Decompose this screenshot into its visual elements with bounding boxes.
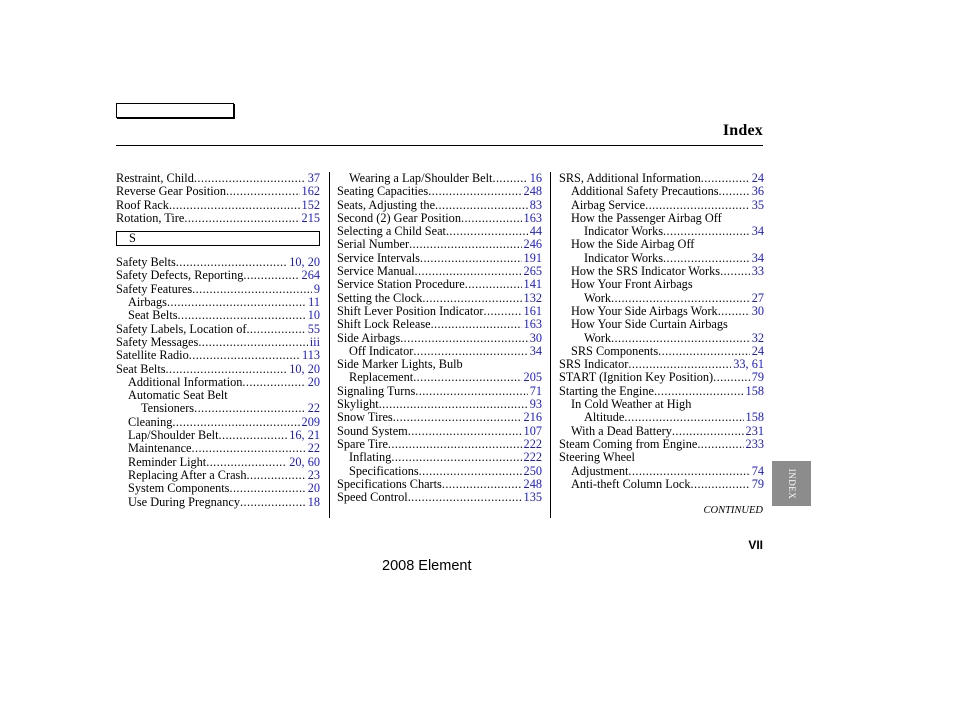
dot-leader <box>400 332 528 345</box>
page-reference-link[interactable]: 161 <box>523 303 542 318</box>
index-entry[interactable] <box>337 172 542 185</box>
index-entry[interactable] <box>116 185 320 198</box>
index-entry-text: Shift Lever Position Indicator <box>337 303 484 318</box>
index-entry[interactable] <box>337 292 542 305</box>
index-entry-text: Inflating <box>349 450 392 465</box>
index-entry[interactable] <box>116 336 320 349</box>
index-entry-text: Lap/Shoulder Belt <box>128 428 219 443</box>
index-entry-text: Steering Wheel <box>559 450 635 465</box>
index-entry <box>116 389 320 402</box>
index-entry[interactable] <box>337 185 542 198</box>
index-entry[interactable] <box>116 456 320 469</box>
index-entry[interactable] <box>337 265 542 278</box>
dot-leader <box>194 172 306 185</box>
index-entry-text: Seat Belts <box>128 308 178 323</box>
index-entry-text: Service Manual <box>337 264 415 279</box>
page-number: VII <box>748 538 763 552</box>
index-entry[interactable] <box>116 212 320 225</box>
index-entry-text: Off Indicator <box>349 343 414 358</box>
page-reference-link[interactable]: 33, 61 <box>733 357 764 372</box>
index-entry-text: Specifications Charts <box>337 476 442 491</box>
index-entry-text: Tensioners <box>141 401 195 416</box>
page-reference-link[interactable]: 246 <box>523 237 542 252</box>
page-reference-link[interactable]: 34 <box>751 224 764 239</box>
index-entry-text: Seats, Adjusting the <box>337 197 436 212</box>
page-reference-link[interactable]: 24 <box>751 343 764 358</box>
index-entry[interactable] <box>559 478 764 491</box>
index-entry-text: Additional Information <box>128 374 243 389</box>
index-entry[interactable] <box>559 332 764 345</box>
dot-leader <box>413 345 527 358</box>
page-title: Index <box>722 122 763 139</box>
index-entry-text: Serial Number <box>337 237 410 252</box>
page-reference-link[interactable]: 18 <box>307 494 320 509</box>
index-entry-text: Service Station Procedure <box>337 277 465 292</box>
index-list <box>337 172 542 504</box>
index-entry[interactable] <box>116 349 320 362</box>
dot-leader <box>172 416 299 429</box>
page-reference-link[interactable]: 79 <box>751 370 764 385</box>
page-reference-link[interactable]: 23 <box>307 467 320 482</box>
index-column-2 <box>337 172 542 504</box>
index-entry[interactable] <box>116 172 320 185</box>
index-entry <box>559 318 764 331</box>
page-reference-link[interactable]: 44 <box>529 224 542 239</box>
index-entry-text: How the SRS Indicator Works <box>571 264 721 279</box>
index-entry[interactable] <box>337 438 542 451</box>
index-entry[interactable] <box>116 416 320 429</box>
index-entry-text: SRS Indicator <box>559 357 629 372</box>
index-entry-text: Safety Belts <box>116 255 176 270</box>
index-entry-text: How Your Side Airbags Work <box>571 303 718 318</box>
page-reference-link[interactable]: 71 <box>529 383 542 398</box>
dot-leader <box>442 478 522 491</box>
page-reference-link[interactable]: 209 <box>301 414 320 429</box>
index-entry-text: Safety Defects, Reporting <box>116 268 244 283</box>
index-entry[interactable] <box>559 371 764 384</box>
index-entry[interactable] <box>337 451 542 464</box>
page-reference-link[interactable]: 20 <box>307 374 320 389</box>
index-entry-text: Automatic Seat Belt <box>128 388 228 403</box>
index-entry[interactable] <box>559 225 764 238</box>
index-entry <box>559 278 764 291</box>
page-reference-link[interactable]: iii <box>309 334 320 349</box>
index-entry <box>559 451 764 464</box>
index-entry[interactable] <box>116 309 320 322</box>
index-entry-text: Shift Lock Release <box>337 317 431 332</box>
page-reference-link[interactable]: 10, 20 <box>289 255 320 270</box>
index-entry-text: Indicator Works <box>584 250 664 265</box>
page-reference-link[interactable]: 191 <box>523 250 542 265</box>
dot-leader <box>189 349 300 362</box>
dot-leader <box>672 425 744 438</box>
section-letter-box: S <box>116 231 320 246</box>
index-entry-text: Speed Control <box>337 490 408 505</box>
page-reference-link[interactable]: 163 <box>523 210 542 225</box>
page-reference-link[interactable]: 250 <box>523 463 542 478</box>
index-entry-text: Replacing After a Crash <box>128 467 247 482</box>
index-entry-text: Seating Capacities <box>337 184 429 199</box>
page-reference-link[interactable]: 24 <box>751 171 764 185</box>
index-entry-text: With a Dead Battery <box>571 423 672 438</box>
page-reference-link[interactable]: 222 <box>523 436 542 451</box>
page-reference-link[interactable]: 35 <box>751 197 764 212</box>
index-entry-text: Roof Rack <box>116 197 169 212</box>
index-entry[interactable] <box>337 385 542 398</box>
page-reference-link[interactable]: 107 <box>523 423 542 438</box>
index-entry-text: Steam Coming from Engine <box>559 436 698 451</box>
dot-leader <box>492 172 527 185</box>
dot-leader <box>654 385 744 398</box>
page-reference-link[interactable]: 36 <box>751 184 764 199</box>
dot-leader <box>611 332 750 345</box>
dot-leader <box>192 283 312 296</box>
index-entry <box>559 238 764 251</box>
dot-leader <box>461 212 522 225</box>
index-entry-text: SRS Components <box>571 343 659 358</box>
header-box <box>116 103 234 118</box>
index-entry-text: Signaling Turns <box>337 383 416 398</box>
index-entry-text: How the Side Airbag Off <box>571 237 695 252</box>
page-reference-link[interactable]: 162 <box>301 184 320 199</box>
dot-leader <box>194 402 306 415</box>
index-entry[interactable] <box>116 363 320 376</box>
index-entry <box>559 212 764 225</box>
index-entry[interactable] <box>559 172 764 185</box>
index-entry-text: System Components <box>128 481 230 496</box>
index-column-3 <box>559 172 764 491</box>
dot-leader <box>391 451 521 464</box>
dot-leader <box>624 411 743 424</box>
index-entry[interactable] <box>559 411 764 424</box>
dot-leader <box>419 465 522 478</box>
dot-leader <box>691 478 750 491</box>
page-reference-link[interactable]: 10 <box>307 308 320 323</box>
dot-leader <box>240 496 306 509</box>
index-entry[interactable] <box>559 425 764 438</box>
index-entry-text: Selecting a Child Seat <box>337 224 446 239</box>
page-reference-link[interactable]: 215 <box>301 210 320 225</box>
index-side-tab[interactable] <box>772 461 811 506</box>
index-entry[interactable] <box>116 199 320 212</box>
index-entry[interactable] <box>337 478 542 491</box>
index-entry-text: Work <box>584 290 612 305</box>
page-reference-link[interactable]: 34 <box>529 343 542 358</box>
index-entry[interactable] <box>559 345 764 358</box>
page-reference-link[interactable]: 216 <box>523 410 542 425</box>
dot-leader <box>246 323 305 336</box>
index-entry-text: How Your Side Curtain Airbags <box>571 317 728 332</box>
dot-leader <box>379 398 528 411</box>
dot-leader <box>628 358 731 371</box>
page-reference-link[interactable]: 231 <box>745 423 764 438</box>
index-entry-text: Satellite Radio <box>116 348 189 363</box>
dot-leader <box>697 438 743 451</box>
index-entry[interactable] <box>116 469 320 482</box>
index-entry-text: SRS, Additional Information <box>559 171 701 185</box>
dot-leader <box>663 225 750 238</box>
index-entry-text: Specifications <box>349 463 419 478</box>
index-entry-text: Airbag Service <box>571 197 646 212</box>
dot-leader <box>413 371 521 384</box>
index-entry-text: Safety Features <box>116 281 193 296</box>
index-entry[interactable] <box>116 376 320 389</box>
index-entry-text: In Cold Weather at High <box>571 397 692 412</box>
index-entry[interactable] <box>337 318 542 331</box>
dot-leader <box>628 465 749 478</box>
dot-leader <box>243 269 299 282</box>
page-reference-link[interactable]: 22 <box>307 401 320 416</box>
index-entry-text: Spare Tire <box>337 436 388 451</box>
page-reference-link[interactable]: 55 <box>307 321 320 336</box>
dot-leader <box>226 185 300 198</box>
index-entry <box>337 358 542 371</box>
index-entry-text: Use During Pregnancy <box>128 494 241 509</box>
index-entry-text: Starting the Engine <box>559 383 654 398</box>
index-entry[interactable] <box>116 283 320 296</box>
index-entry[interactable] <box>559 358 764 371</box>
index-entry-text: Skylight <box>337 397 379 412</box>
dot-leader <box>420 252 522 265</box>
index-entry[interactable] <box>337 332 542 345</box>
page-reference-link[interactable]: 264 <box>301 268 320 283</box>
index-entry[interactable] <box>116 429 320 442</box>
index-entry[interactable] <box>559 252 764 265</box>
dot-leader <box>431 318 522 331</box>
index-entry[interactable] <box>559 385 764 398</box>
index-entry-text: Reminder Light <box>128 454 207 469</box>
dot-leader <box>178 309 306 322</box>
page-reference-link[interactable]: 27 <box>751 290 764 305</box>
dot-leader <box>465 278 522 291</box>
dot-leader <box>720 265 750 278</box>
index-entry-text: Safety Labels, Location of <box>116 321 247 336</box>
footer-title: 2008 Element <box>382 558 472 574</box>
dot-leader <box>408 425 522 438</box>
index-entry-text: Maintenance <box>128 441 192 456</box>
page-reference-link[interactable]: 233 <box>745 436 764 451</box>
index-entry[interactable] <box>337 305 542 318</box>
index-entry[interactable] <box>337 225 542 238</box>
dot-leader <box>198 336 307 349</box>
index-entry[interactable] <box>337 212 542 225</box>
index-entry-text: START (Ignition Key Position) <box>559 370 714 385</box>
dot-leader <box>446 225 528 238</box>
dot-leader <box>645 199 750 212</box>
index-list <box>559 172 764 491</box>
index-entry-text: Adjustment <box>571 463 629 478</box>
index-entry-text: Side Marker Lights, Bulb <box>337 357 463 372</box>
index-entry[interactable] <box>337 278 542 291</box>
index-entry[interactable] <box>337 199 542 212</box>
dot-leader <box>393 411 522 424</box>
page-reference-link[interactable]: 265 <box>523 264 542 279</box>
index-entry-text: Work <box>584 330 612 345</box>
header-rule <box>116 145 763 146</box>
dot-leader <box>184 212 299 225</box>
page-reference-link[interactable]: 248 <box>523 184 542 199</box>
dot-leader <box>658 345 750 358</box>
dot-leader <box>167 296 306 309</box>
column-divider <box>550 172 551 518</box>
page-reference-link[interactable]: 93 <box>529 397 542 412</box>
index-entry-text: Service Intervals <box>337 250 420 265</box>
dot-leader <box>388 438 522 451</box>
page-reference-link[interactable]: 22 <box>307 441 320 456</box>
page-reference-link[interactable]: 30 <box>529 330 542 345</box>
dot-leader <box>435 199 528 212</box>
dot-leader <box>422 292 521 305</box>
dot-leader <box>428 185 521 198</box>
index-entry[interactable] <box>337 398 542 411</box>
index-entry[interactable] <box>337 345 542 358</box>
index-entry[interactable] <box>559 305 764 318</box>
page-reference-link[interactable]: 158 <box>745 410 764 425</box>
dot-leader <box>718 305 750 318</box>
dot-leader <box>484 305 522 318</box>
index-list-s <box>116 256 320 509</box>
page-reference-link[interactable]: 9 <box>313 281 320 296</box>
dot-leader <box>719 185 750 198</box>
index-entry[interactable] <box>337 465 542 478</box>
dot-leader <box>611 292 750 305</box>
dot-leader <box>701 172 750 185</box>
page-reference-link[interactable]: 37 <box>307 171 320 185</box>
page-reference-link[interactable]: 20 <box>307 481 320 496</box>
page-reference-link[interactable]: 74 <box>751 463 764 478</box>
index-entry[interactable] <box>116 496 320 509</box>
index-entry[interactable] <box>337 238 542 251</box>
index-entry-text: Indicator Works <box>584 224 664 239</box>
dot-leader <box>242 376 305 389</box>
page-reference-link[interactable]: 83 <box>529 197 542 212</box>
dot-leader <box>247 469 306 482</box>
page-reference-link[interactable]: 113 <box>302 348 320 363</box>
page-reference-link[interactable]: 141 <box>523 277 542 292</box>
index-entry-text: Sound System <box>337 423 408 438</box>
index-entry[interactable] <box>337 491 542 504</box>
index-entry-text: Side Airbags <box>337 330 401 345</box>
index-column-1 <box>116 172 320 509</box>
index-entry[interactable] <box>116 402 320 415</box>
index-entry[interactable] <box>559 465 764 478</box>
index-entry[interactable] <box>559 185 764 198</box>
page-reference-link[interactable]: 158 <box>745 383 764 398</box>
page-reference-link[interactable]: 10, 20 <box>289 361 320 376</box>
index-entry-text: Rotation, Tire <box>116 210 185 225</box>
dot-leader <box>229 482 305 495</box>
dot-leader <box>415 385 527 398</box>
page-reference-link[interactable]: 16 <box>529 171 542 185</box>
side-tab-label: INDEX <box>786 468 797 499</box>
index-entry-text: Anti-theft Column Lock <box>571 476 691 491</box>
index-entry-text: Additional Safety Precautions <box>571 184 719 199</box>
index-entry[interactable] <box>116 269 320 282</box>
index-entry-text: Altitude <box>584 410 625 425</box>
index-entry-text: How Your Front Airbags <box>571 277 693 292</box>
index-entry-text: Airbags <box>128 295 167 310</box>
index-entry-text: Wearing a Lap/Shoulder Belt <box>349 171 493 185</box>
index-entry[interactable] <box>116 323 320 336</box>
index-entry-text: Reverse Gear Position <box>116 184 226 199</box>
page-reference-link[interactable]: 163 <box>523 317 542 332</box>
index-entry-text: How the Passenger Airbag Off <box>571 210 722 225</box>
index-entry[interactable] <box>337 371 542 384</box>
index-entry[interactable] <box>337 411 542 424</box>
index-entry[interactable] <box>116 482 320 495</box>
dot-leader <box>166 363 288 376</box>
index-entry[interactable] <box>337 252 542 265</box>
index-entry[interactable] <box>337 425 542 438</box>
dot-leader <box>713 371 750 384</box>
page-reference-link[interactable]: 205 <box>523 370 542 385</box>
page-reference-link[interactable]: 152 <box>301 197 320 212</box>
index-entry-text: Seat Belts <box>116 361 166 376</box>
dot-leader <box>206 456 287 469</box>
page-reference-link[interactable]: 33 <box>751 264 764 279</box>
dot-leader <box>169 199 300 212</box>
index-entry[interactable] <box>559 438 764 451</box>
index-entry[interactable] <box>559 265 764 278</box>
dot-leader <box>192 442 306 455</box>
page-reference-link[interactable]: 16, 21 <box>289 428 320 443</box>
index-entry <box>559 398 764 411</box>
page-reference-link[interactable]: 32 <box>751 330 764 345</box>
page-reference-link[interactable]: 79 <box>751 476 764 491</box>
page-reference-link[interactable]: 135 <box>523 490 542 505</box>
page-reference-link[interactable]: 222 <box>523 450 542 465</box>
continued-label: CONTINUED <box>703 505 763 516</box>
page-reference-link[interactable]: 34 <box>751 250 764 265</box>
page-reference-link[interactable]: 11 <box>308 295 320 310</box>
page-reference-link[interactable]: 20, 60 <box>289 454 320 469</box>
index-entry-text: Replacement <box>349 370 414 385</box>
index-entry-text: Restraint, Child <box>116 171 194 185</box>
index-entry-text: Snow Tires <box>337 410 393 425</box>
dot-leader <box>663 252 750 265</box>
dot-leader <box>176 256 287 269</box>
index-entry[interactable] <box>559 292 764 305</box>
index-entry-text: Safety Messages <box>116 334 199 349</box>
dot-leader <box>409 238 521 251</box>
index-entry-text: Setting the Clock <box>337 290 423 305</box>
page-reference-link[interactable]: 248 <box>523 476 542 491</box>
index-entry[interactable] <box>559 199 764 212</box>
column-divider <box>329 172 330 518</box>
index-entry-text: Cleaning <box>128 414 173 429</box>
index-entry[interactable] <box>116 442 320 455</box>
page-reference-link[interactable]: 132 <box>523 290 542 305</box>
page-reference-link[interactable]: 30 <box>751 303 764 318</box>
dot-leader <box>219 429 288 442</box>
dot-leader <box>408 491 522 504</box>
index-entry-text: Second (2) Gear Position <box>337 210 461 225</box>
index-entry[interactable] <box>116 256 320 269</box>
index-list-r <box>116 172 320 225</box>
index-entry[interactable] <box>116 296 320 309</box>
dot-leader <box>415 265 522 278</box>
